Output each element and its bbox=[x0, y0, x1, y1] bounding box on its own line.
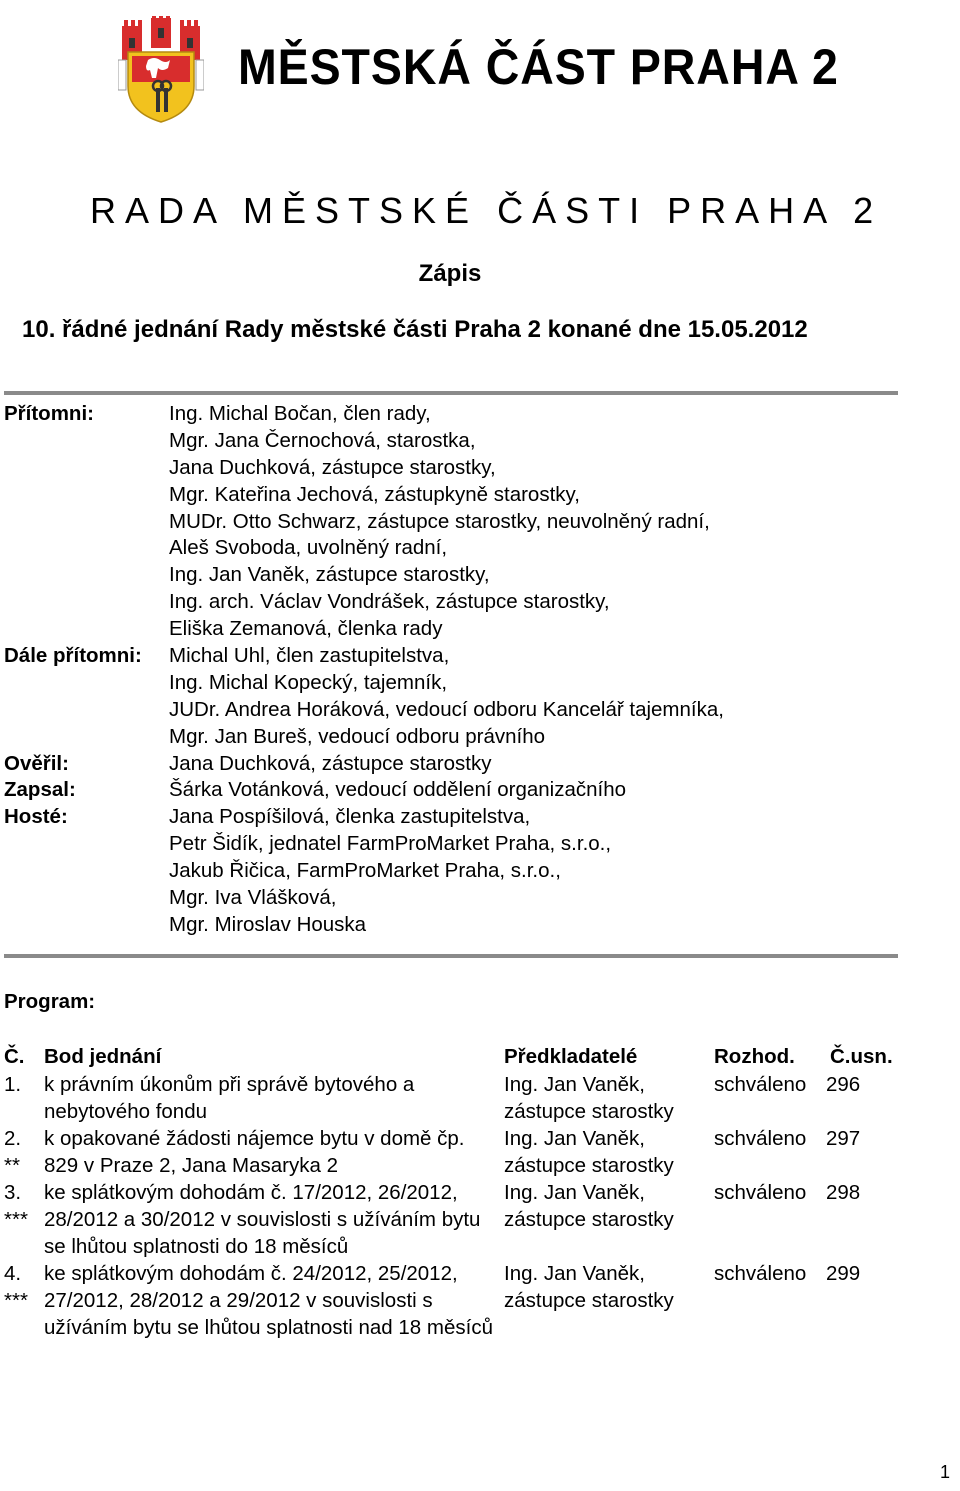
attendance-person: Ing. Michal Bočan, člen rady, bbox=[169, 402, 431, 425]
attendance-label: Zapsal: bbox=[4, 778, 76, 802]
attendance-label: Dále přítomni: bbox=[4, 644, 142, 668]
item-marker: ** bbox=[4, 1154, 20, 1177]
program-table-header bbox=[4, 1043, 904, 1071]
attendance-person: Mgr. Jana Černochová, starostka, bbox=[169, 428, 476, 452]
item-marker: *** bbox=[4, 1289, 28, 1312]
item-resolution-number: 299 bbox=[826, 1262, 861, 1285]
divider bbox=[4, 391, 898, 395]
attendance-person: Jana Pospíšilová, členka zastupitelstva, bbox=[169, 805, 531, 829]
item-number-cell bbox=[4, 1179, 44, 1233]
attendance-person: Aleš Svoboda, uvolněný radní, bbox=[169, 536, 448, 560]
item-proposer: Ing. Jan Vaněk, zástupce starostky bbox=[504, 1262, 674, 1312]
organization-title: MĚSTSKÁ ČÁST PRAHA 2 bbox=[238, 39, 839, 95]
attendance-person: Petr Šidík, jednatel FarmProMarket Praha, s.r.o., bbox=[169, 832, 612, 856]
column-header-proposer: Předkladatelé bbox=[504, 1045, 638, 1068]
column-header-number: Č. bbox=[4, 1045, 25, 1068]
program-heading: Program: bbox=[4, 990, 96, 1013]
attendance-person: Ing. Jan Vaněk, zástupce starostky, bbox=[169, 563, 490, 587]
attendance-person: Ing. arch. Václav Vondrášek, zástupce starostky, bbox=[169, 590, 610, 614]
item-number: 2. bbox=[4, 1127, 22, 1150]
item-number-cell bbox=[4, 1125, 44, 1179]
item-subject: ke splátkovým dohodám č. 24/2012, 25/2012, 27/2012, 28/2012 a 29/2012 v souvislosti s užíváním bytu se lhůtou splatnosti nad 18 měsíců bbox=[44, 1262, 493, 1339]
coat-of-arms-logo bbox=[118, 16, 204, 124]
attendance-person: Jakub Řičica, FarmProMarket Praha, s.r.o., bbox=[169, 859, 561, 883]
column-header-result: Rozhod. bbox=[714, 1045, 795, 1068]
attendance-person: MUDr. Otto Schwarz, zástupce starostky, neuvolněný radní, bbox=[169, 509, 710, 533]
document-type: Zápis bbox=[418, 260, 482, 287]
item-subject: ke splátkovým dohodám č. 17/2012, 26/2012, 28/2012 a 30/2012 v souvislosti s užíváním bytu se lhůtou splatnosti do 18 měsíců bbox=[44, 1181, 481, 1258]
item-number: 3. bbox=[4, 1181, 22, 1204]
program-item bbox=[4, 1179, 904, 1260]
program-item bbox=[4, 1125, 904, 1179]
item-subject: k opakované žádosti nájemce bytu v domě čp. 829 v Praze 2, Jana Masaryka 2 bbox=[44, 1127, 465, 1177]
item-result: schváleno bbox=[714, 1073, 807, 1096]
item-result: schváleno bbox=[714, 1127, 807, 1150]
council-title: RADA MĚSTSKÉ ČÁSTI PRAHA 2 bbox=[90, 190, 883, 231]
item-subject: k právním úkonům při správě bytového a nebytového fondu bbox=[44, 1073, 415, 1123]
item-proposer: Ing. Jan Vaněk, zástupce starostky bbox=[504, 1073, 674, 1123]
item-resolution-number: 297 bbox=[826, 1127, 861, 1150]
item-resolution-number: 298 bbox=[826, 1181, 861, 1204]
attendance-person: Šárka Votánková, vedoucí oddělení organizačního bbox=[169, 778, 627, 802]
attendance-person: Michal Uhl, člen zastupitelstva, bbox=[169, 644, 450, 668]
program-item bbox=[4, 1260, 904, 1341]
item-proposer: Ing. Jan Vaněk, zástupce starostky bbox=[504, 1127, 674, 1177]
attendance-label: Přítomni: bbox=[4, 402, 94, 425]
item-result: schváleno bbox=[714, 1262, 807, 1285]
attendance-label: Ověřil: bbox=[4, 751, 69, 775]
attendance-person: Eliška Zemanová, členka rady bbox=[169, 617, 443, 641]
attendance-person: Ing. Michal Kopecký, tajemník, bbox=[169, 670, 448, 694]
item-number: 1. bbox=[4, 1073, 22, 1096]
column-header-subject: Bod jednání bbox=[44, 1045, 162, 1068]
meeting-title: 10. řádné jednání Rady městské části Praha 2 konané dne 15.05.2012 bbox=[22, 316, 808, 343]
attendance-person: Mgr. Miroslav Houska bbox=[169, 912, 367, 936]
column-header-resolution-number: Č.usn. bbox=[830, 1045, 893, 1068]
item-number: 4. bbox=[4, 1262, 22, 1285]
attendance-person: Jana Duchková, zástupce starostky bbox=[169, 751, 492, 775]
divider bbox=[4, 954, 898, 958]
program-table bbox=[4, 1043, 904, 1341]
attendance-person: Jana Duchková, zástupce starostky, bbox=[169, 455, 496, 479]
page-number: 1 bbox=[939, 1462, 950, 1482]
attendance-person: Mgr. Jan Bureš, vedoucí odboru právního bbox=[169, 724, 546, 748]
program-item bbox=[4, 1071, 904, 1125]
attendance-label: Hosté: bbox=[4, 805, 68, 829]
attendance-person: Mgr. Iva Vlášková, bbox=[169, 886, 337, 910]
attendance-person: JUDr. Andrea Horáková, vedoucí odboru Kancelář tajemníka, bbox=[169, 697, 724, 721]
attendance-person: Mgr. Kateřina Jechová, zástupkyně starostky, bbox=[169, 482, 580, 506]
item-resolution-number: 296 bbox=[826, 1073, 861, 1096]
item-number-cell bbox=[4, 1071, 44, 1098]
item-marker: *** bbox=[4, 1208, 28, 1231]
item-number-cell bbox=[4, 1260, 44, 1314]
item-proposer: Ing. Jan Vaněk, zástupce starostky bbox=[504, 1181, 674, 1231]
item-result: schváleno bbox=[714, 1181, 807, 1204]
